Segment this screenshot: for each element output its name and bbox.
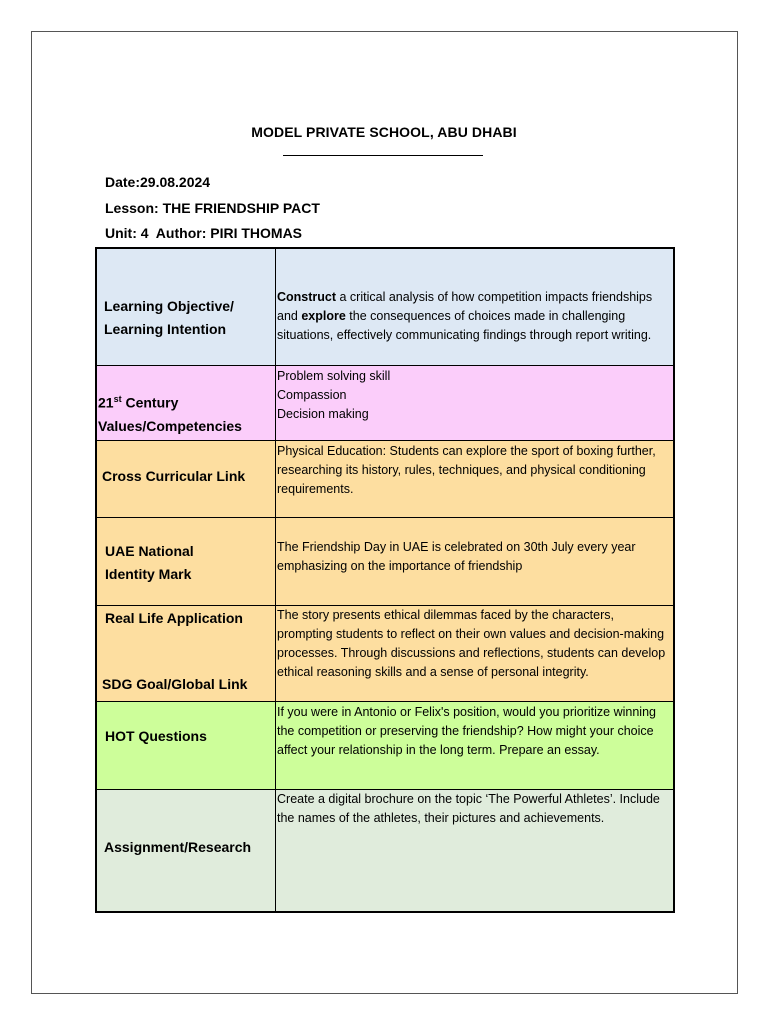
objective-text-part: a critical analysis of how competition impacts friendships and [277,290,653,323]
real-life-content [276,606,673,701]
row-learning-objective [97,249,673,366]
list-item: Decision making [277,407,369,421]
label-line [98,388,271,415]
hot-questions-text: If you were in Antonio or Felix's position, would you prioritize winning the competition or preserving the friendship? How might your choice affect your relationship in the long term. Prepare an essay. [277,705,656,757]
label-sdg-goal: SDG Goal/Global Link [102,676,248,692]
row-label-cross-curricular [97,441,276,517]
lesson-plan-table [95,247,675,913]
real-life-text: The story presents ethical dilemmas faced by the characters, prompting students to reflect on their own values and decision-making processes. Through discussions and reflections, students can develop ethical reasoning skills and a sense of personal integrity. [277,608,666,679]
unit-author-line [105,225,302,241]
label-line: Learning Intention [104,321,227,337]
uae-identity-text: The Friendship Day in UAE is celebrated on 30th July every year emphasizing on the importance of friendship [277,540,636,573]
school-title: MODEL PRIVATE SCHOOL, ABU DHABI [251,124,517,140]
label-line: Values/Competencies [98,417,242,434]
label-real-life: Real Life Application [105,610,243,626]
label-line: Learning Objective/ [104,298,234,314]
uae-identity-content [276,518,673,605]
keyword-construct: Construct [277,290,337,304]
label-rest: Century [121,394,179,411]
cross-curricular-content [276,441,673,517]
label-line: Assignment/Research [104,839,252,855]
assignment-content [276,790,673,911]
title-underline [283,155,483,156]
lesson-text: Lesson: THE FRIENDSHIP PACT [105,200,320,216]
label-number: 21 [98,394,114,411]
date-line [105,174,210,190]
unit-author-text: Unit: 4 Author: PIRI THOMAS [105,225,303,241]
date-text: Date:29.08.2024 [105,174,211,190]
row-label-assignment [97,790,276,911]
row-label-hot-questions [97,702,276,789]
row-label-real-life-sdg [97,606,276,701]
objective-text-part: the consequences of choices made in challenging situations, effectively communicating findings through report writing. [277,309,652,342]
row-label-21st-century [97,366,276,440]
values-list [276,366,673,440]
assignment-text: Create a digital brochure on the topic ‘The Powerful Athletes’. Include the names of the athletes, their pictures and achievements. [277,792,660,825]
row-label-uae-national-identity [97,518,276,605]
row-21st-century [97,366,673,441]
row-real-life-application [97,606,673,702]
label-line: UAE National [105,543,194,559]
list-item: Compassion [277,388,347,402]
keyword-explore: explore [301,309,346,323]
row-label-learning-objective [97,249,276,365]
label-superscript: st [113,394,122,404]
learning-objective-content [276,249,673,365]
label-line: Identity Mark [105,566,192,582]
row-uae-national-identity [97,518,673,606]
label-line: HOT Questions [105,728,207,744]
cross-curricular-text: Physical Education: Students can explore the sport of boxing further, researching its history, rules, techniques, and physical conditioning requirements. [277,444,656,496]
label-line: Cross Curricular Link [102,468,246,484]
lesson-line [105,200,320,216]
hot-questions-content [276,702,673,789]
row-hot-questions [97,702,673,790]
list-item: Problem solving skill [277,369,391,383]
row-cross-curricular [97,441,673,518]
row-assignment-research [97,790,673,911]
